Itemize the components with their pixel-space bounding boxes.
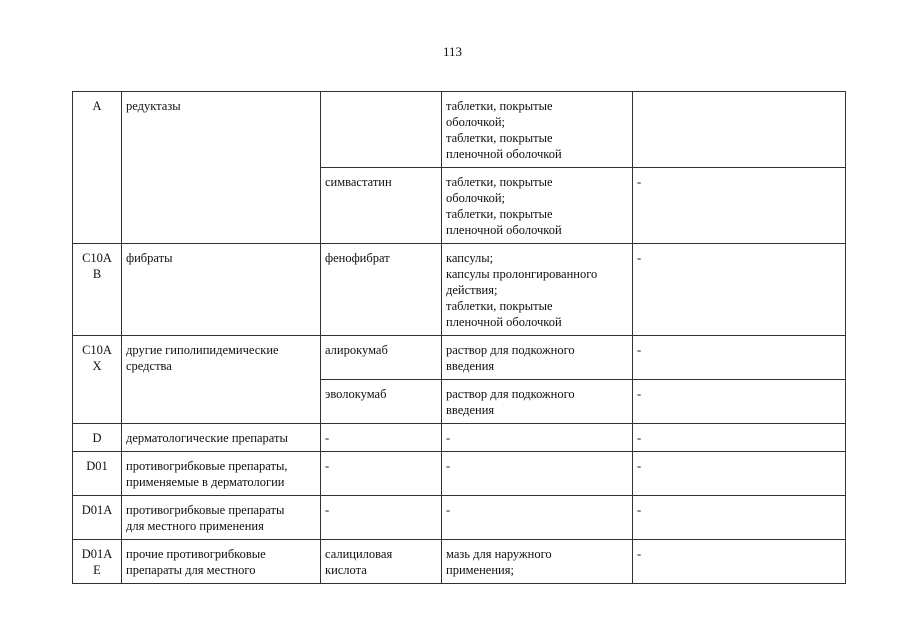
note-cell	[633, 92, 846, 168]
note-cell: -	[633, 336, 846, 380]
atc-code-cell: C10A X	[73, 336, 122, 424]
table-row	[73, 424, 846, 452]
dosage-form-cell: таблетки, покрытые оболочкой; таблетки, покрытые пленочной оболочкой	[442, 168, 633, 244]
drug-name-cell	[321, 92, 442, 168]
group-name-cell: противогрибковые препараты для местного применения	[122, 496, 321, 540]
dosage-form-cell: раствор для подкожного введения	[442, 380, 633, 424]
drug-name-cell: алирокумаб	[321, 336, 442, 380]
atc-code-cell: D01A	[73, 496, 122, 540]
dosage-form-cell: мазь для наружного применения;	[442, 540, 633, 584]
note-cell: -	[633, 424, 846, 452]
group-name-cell: редуктазы	[122, 92, 321, 244]
atc-code-cell: A	[73, 92, 122, 244]
drug-table	[72, 91, 846, 584]
note-cell: -	[633, 540, 846, 584]
group-name-cell: прочие противогрибковые препараты для местного	[122, 540, 321, 584]
note-cell: -	[633, 380, 846, 424]
dosage-form-cell: капсулы; капсулы пролонгированного действия; таблетки, покрытые пленочной оболочкой	[442, 244, 633, 336]
drug-name-cell: -	[321, 452, 442, 496]
atc-code-cell: D01A E	[73, 540, 122, 584]
group-name-cell: дерматологические препараты	[122, 424, 321, 452]
table-row	[73, 452, 846, 496]
dosage-form-cell: раствор для подкожного введения	[442, 336, 633, 380]
drug-name-cell: фенофибрат	[321, 244, 442, 336]
table-row	[73, 336, 846, 380]
group-name-cell: противогрибковые препараты, применяемые в дерматологии	[122, 452, 321, 496]
group-name-cell: фибраты	[122, 244, 321, 336]
note-cell: -	[633, 168, 846, 244]
note-cell: -	[633, 452, 846, 496]
table-row	[73, 244, 846, 336]
atc-code-cell: D	[73, 424, 122, 452]
drug-name-cell: салициловая кислота	[321, 540, 442, 584]
note-cell: -	[633, 244, 846, 336]
dosage-form-cell: таблетки, покрытые оболочкой; таблетки, покрытые пленочной оболочкой	[442, 92, 633, 168]
page-number: 113	[442, 44, 463, 59]
drug-name-cell: симвастатин	[321, 168, 442, 244]
table-row	[73, 540, 846, 584]
atc-code-cell: C10A B	[73, 244, 122, 336]
dosage-form-cell: -	[442, 452, 633, 496]
note-cell: -	[633, 496, 846, 540]
group-name-cell: другие гиполипидемические средства	[122, 336, 321, 424]
dosage-form-cell: -	[442, 424, 633, 452]
table-row	[73, 496, 846, 540]
atc-code-cell: D01	[73, 452, 122, 496]
drug-name-cell: эволокумаб	[321, 380, 442, 424]
drug-name-cell: -	[321, 496, 442, 540]
dosage-form-cell: -	[442, 496, 633, 540]
drug-name-cell: -	[321, 424, 442, 452]
table-row	[73, 92, 846, 168]
